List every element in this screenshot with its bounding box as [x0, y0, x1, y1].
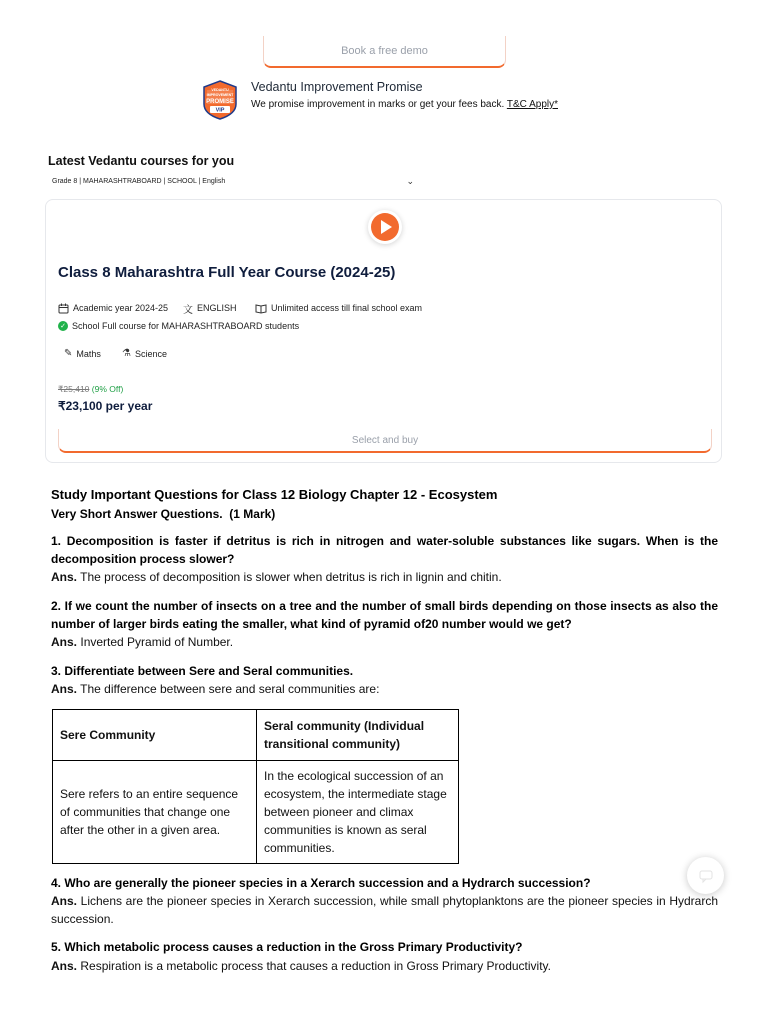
- table-header-cell: Seral community (Individual transitional community): [257, 710, 459, 761]
- question-3: 3. Differentiate between Sere and Seral communities.: [51, 664, 354, 678]
- original-price-value: ₹25,410: [58, 384, 90, 394]
- subject-chip-maths: [64, 348, 101, 359]
- promise-title: Vedantu Improvement Promise: [251, 80, 423, 94]
- course-language-label: ENGLISH: [197, 303, 237, 313]
- answer-label: Ans.: [51, 682, 78, 696]
- table-header-cell: Sere Community: [53, 710, 257, 761]
- chevron-down-icon: ⌄: [406, 175, 414, 186]
- course-eligibility-label: School Full course for MAHARASHTRABOARD students: [72, 321, 300, 331]
- play-icon: [368, 210, 402, 244]
- book-free-demo-button[interactable]: Book a free demo: [263, 36, 506, 68]
- check-circle-icon: ✓: [58, 321, 68, 331]
- answer-text: The difference between sere and seral communities are:: [80, 682, 380, 696]
- question-4: 4. Who are generally the pioneer species in a Xerarch succession and a Hydrarch succession?: [51, 876, 591, 890]
- promise-text: [251, 99, 558, 110]
- table-cell: In the ecological succession of an ecosystem, the intermediate stage between pioneer and climax communities is known as seral communities.: [257, 761, 459, 864]
- original-price: [58, 384, 123, 395]
- answer-label: Ans.: [51, 635, 78, 649]
- floating-action-button[interactable]: [687, 857, 724, 894]
- table-row: [53, 761, 459, 864]
- select-and-buy-button[interactable]: Select and buy: [58, 429, 712, 453]
- answer-3: [51, 680, 718, 698]
- flask-icon: ⚗: [122, 348, 131, 359]
- answer-text: The process of decomposition is slower when detritus is rich in lignin and chitin.: [80, 570, 502, 584]
- vip-badge-logo: [201, 80, 239, 120]
- translate-icon: 文: [183, 304, 193, 316]
- discount-label: (9% Off): [91, 384, 124, 394]
- article-title: Study Important Questions for Class 12 Biology Chapter 12 - Ecosystem: [51, 487, 498, 502]
- vip-badge-line4: VIP: [215, 107, 225, 114]
- answer-text: Inverted Pyramid of Number.: [80, 635, 234, 649]
- answer-text: Respiration is a metabolic process that causes a reduction in Gross Primary Productivity.: [80, 959, 551, 973]
- latest-courses-title: Latest Vedantu courses for you: [48, 154, 235, 168]
- subject-chip-science: [122, 348, 167, 359]
- course-access-label: Unlimited access till final school exam: [271, 303, 423, 313]
- course-language: [183, 301, 237, 315]
- answer-label: Ans.: [51, 959, 78, 973]
- answer-text: Lichens are the pioneer species in Xerarch succession, while small phytoplanktons are the pioneer species in Hydrarch succession.: [51, 894, 718, 926]
- academic-year-label: Academic year 2024-25: [73, 303, 169, 313]
- section-subheading: Very Short Answer Questions. (1 Mark): [51, 507, 276, 521]
- question-1: 1. Decomposition is faster if detritus is rich in nitrogen and water-soluble substances like sugars. When is the decomposition process slower?: [51, 534, 718, 566]
- subject-label: Science: [134, 348, 167, 359]
- calendar-icon: [58, 303, 69, 314]
- comparison-table: [52, 709, 459, 864]
- current-price: ₹23,100 per year: [58, 399, 153, 413]
- play-video-button[interactable]: [362, 201, 408, 253]
- answer-5: [51, 957, 718, 975]
- promise-description: We promise improvement in marks or get your fees back.: [251, 99, 505, 110]
- question-5: 5. Which metabolic process causes a reduction in the Gross Primary Productivity?: [51, 940, 523, 954]
- tc-apply-link[interactable]: T&C Apply*: [506, 99, 558, 110]
- answer-2: [51, 633, 718, 651]
- subject-label: Maths: [76, 348, 101, 359]
- course-filter-value: Grade 8 | MAHARASHTRABOARD | SCHOOL | English: [52, 177, 226, 185]
- answer-label: Ans.: [51, 894, 78, 908]
- answer-label: Ans.: [51, 570, 78, 584]
- course-access: [255, 301, 422, 315]
- table-header-row: [53, 710, 459, 761]
- answer-1: [51, 568, 718, 586]
- vip-badge-line2: IMPROVEMENT: [206, 93, 234, 97]
- book-icon: [255, 303, 267, 314]
- course-eligibility: [58, 321, 299, 331]
- vip-badge-line3: PROMISE: [206, 99, 234, 105]
- play-button-circle: [368, 210, 402, 244]
- question-2: 2. If we count the number of insects on a tree and the number of small birds depending on those insects as also the number of larger birds eating the smaller, what kind of pyramid of20 number would we get?: [51, 599, 718, 631]
- table-cell: Sere refers to an entire sequence of communities that change one after the other in a given area.: [53, 761, 257, 864]
- course-filter-dropdown[interactable]: [52, 175, 414, 187]
- academic-year: [58, 301, 168, 315]
- vip-badge-line1: VEDANTU: [211, 88, 229, 92]
- ruler-icon: ✎: [64, 348, 73, 359]
- course-title: Class 8 Maharashtra Full Year Course (2024-25): [58, 264, 396, 281]
- answer-4: [51, 892, 718, 928]
- chat-icon: [698, 868, 714, 884]
